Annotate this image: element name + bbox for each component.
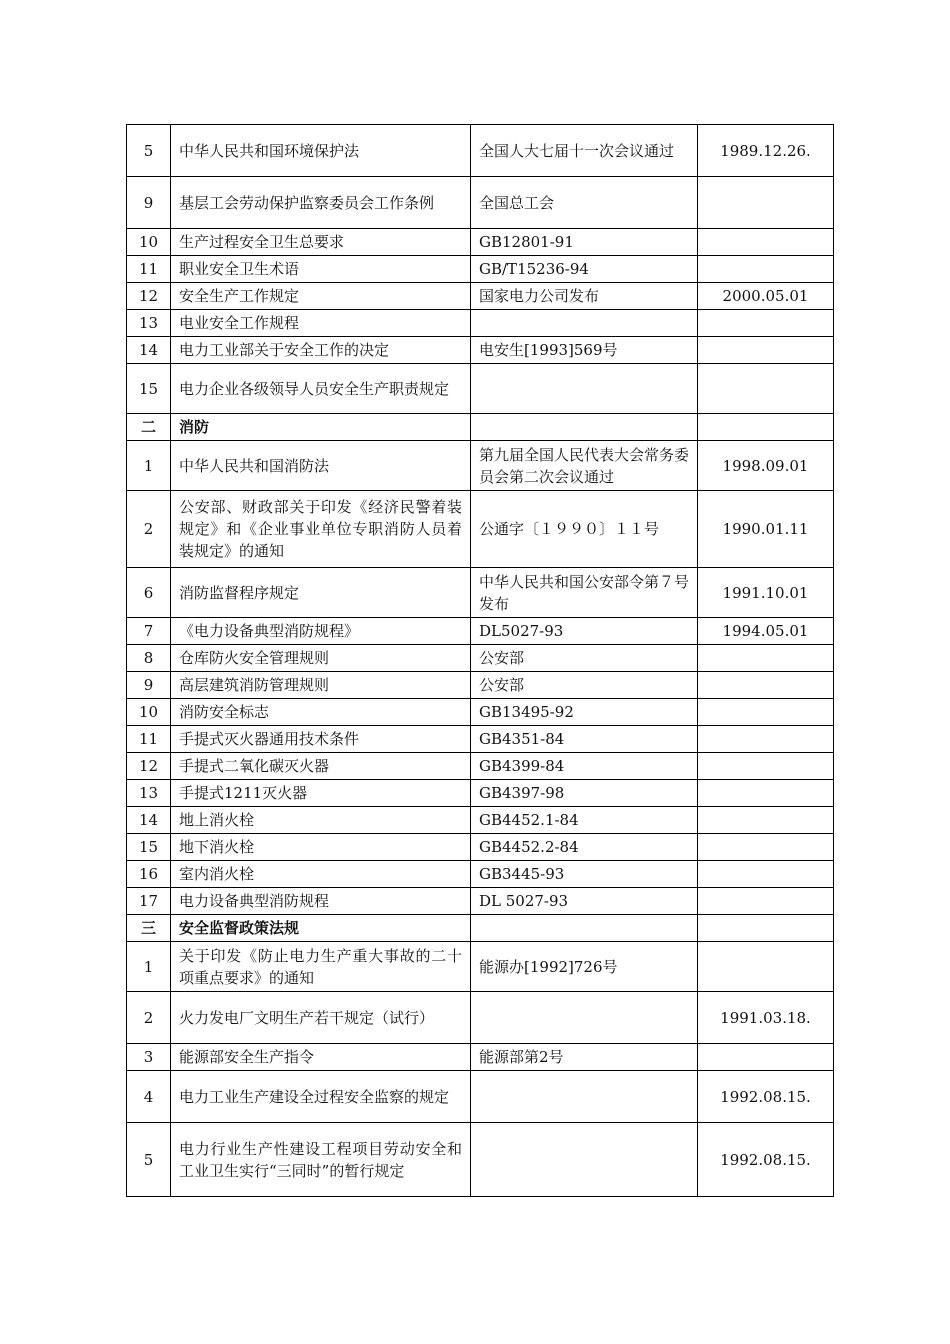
table-row <box>127 699 834 726</box>
row-number-cell: 5 <box>127 125 171 177</box>
effective-date-cell <box>698 861 834 888</box>
row-number-cell: 二 <box>127 414 171 441</box>
issuer-cell: GB13495-92 <box>471 699 698 726</box>
row-number-cell: 12 <box>127 753 171 780</box>
regulation-title-cell: 中华人民共和国环境保护法 <box>171 125 471 177</box>
effective-date-cell: 1990.01.11 <box>698 491 834 568</box>
table-row <box>127 753 834 780</box>
regulation-title-cell: 手提式灭火器通用技术条件 <box>171 726 471 753</box>
effective-date-cell <box>698 364 834 414</box>
table-row <box>127 807 834 834</box>
issuer-cell: GB/T15236-94 <box>471 256 698 283</box>
effective-date-cell: 1991.03.18. <box>698 992 834 1044</box>
table-row <box>127 861 834 888</box>
effective-date-cell <box>698 229 834 256</box>
issuer-cell: 能源部第2号 <box>471 1044 698 1071</box>
row-number-cell: 5 <box>127 1123 171 1197</box>
table-row <box>127 942 834 992</box>
row-number-cell: 13 <box>127 780 171 807</box>
row-number-cell: 8 <box>127 645 171 672</box>
issuer-cell: DL5027-93 <box>471 618 698 645</box>
table-row <box>127 1123 834 1197</box>
effective-date-cell <box>698 834 834 861</box>
issuer-cell <box>471 915 698 942</box>
row-number-cell: 7 <box>127 618 171 645</box>
issuer-cell <box>471 992 698 1044</box>
effective-date-cell <box>698 310 834 337</box>
table-row <box>127 888 834 915</box>
effective-date-cell <box>698 915 834 942</box>
regulation-title-cell: 安全生产工作规定 <box>171 283 471 310</box>
effective-date-cell: 1989.12.26. <box>698 125 834 177</box>
effective-date-cell: 1994.05.01 <box>698 618 834 645</box>
row-number-cell: 9 <box>127 177 171 229</box>
issuer-cell: 全国人大七届十一次会议通过 <box>471 125 698 177</box>
table-row <box>127 992 834 1044</box>
regulation-title-cell: 高层建筑消防管理规则 <box>171 672 471 699</box>
table-row <box>127 229 834 256</box>
table-row <box>127 364 834 414</box>
effective-date-cell: 1991.10.01 <box>698 568 834 618</box>
row-number-cell: 16 <box>127 861 171 888</box>
table-row <box>127 310 834 337</box>
row-number-cell: 11 <box>127 726 171 753</box>
effective-date-cell <box>698 780 834 807</box>
issuer-cell: GB4351-84 <box>471 726 698 753</box>
table-row <box>127 780 834 807</box>
section-header-row <box>127 414 834 441</box>
regulation-title-cell: 生产过程安全卫生总要求 <box>171 229 471 256</box>
issuer-cell <box>471 1071 698 1123</box>
table-row <box>127 441 834 491</box>
effective-date-cell <box>698 177 834 229</box>
row-number-cell: 10 <box>127 699 171 726</box>
section-title-cell: 安全监督政策法规 <box>171 915 471 942</box>
regulation-title-cell: 手提式二氧化碳灭火器 <box>171 753 471 780</box>
row-number-cell: 14 <box>127 807 171 834</box>
table-row <box>127 256 834 283</box>
issuer-cell <box>471 1123 698 1197</box>
regulation-title-cell: 电力工业部关于安全工作的决定 <box>171 337 471 364</box>
table-row <box>127 618 834 645</box>
regulation-title-cell: 公安部、财政部关于印发《经济民警着装规定》和《企业事业单位专职消防人员着装规定》的通知 <box>171 491 471 568</box>
regulations-table <box>126 124 834 1197</box>
effective-date-cell <box>698 414 834 441</box>
issuer-cell: GB4399-84 <box>471 753 698 780</box>
row-number-cell: 15 <box>127 364 171 414</box>
section-header-row <box>127 915 834 942</box>
effective-date-cell <box>698 753 834 780</box>
row-number-cell: 12 <box>127 283 171 310</box>
issuer-cell: 公安部 <box>471 672 698 699</box>
issuer-cell <box>471 414 698 441</box>
table-row <box>127 645 834 672</box>
row-number-cell: 17 <box>127 888 171 915</box>
issuer-cell: GB4452.2-84 <box>471 834 698 861</box>
effective-date-cell: 1992.08.15. <box>698 1123 834 1197</box>
effective-date-cell: 1992.08.15. <box>698 1071 834 1123</box>
issuer-cell: 公通字〔１９９０〕１１号 <box>471 491 698 568</box>
regulation-title-cell: 中华人民共和国消防法 <box>171 441 471 491</box>
regulation-title-cell: 消防监督程序规定 <box>171 568 471 618</box>
regulation-title-cell: 地下消火栓 <box>171 834 471 861</box>
row-number-cell: 10 <box>127 229 171 256</box>
row-number-cell: 2 <box>127 491 171 568</box>
row-number-cell: 3 <box>127 1044 171 1071</box>
row-number-cell: 14 <box>127 337 171 364</box>
section-title-cell: 消防 <box>171 414 471 441</box>
regulation-title-cell: 电力工业生产建设全过程安全监察的规定 <box>171 1071 471 1123</box>
regulation-title-cell: 电力设备典型消防规程 <box>171 888 471 915</box>
table-row <box>127 491 834 568</box>
table-row <box>127 1071 834 1123</box>
table-row <box>127 177 834 229</box>
table-row <box>127 568 834 618</box>
row-number-cell: 三 <box>127 915 171 942</box>
table-row <box>127 834 834 861</box>
issuer-cell: GB4452.1-84 <box>471 807 698 834</box>
row-number-cell: 13 <box>127 310 171 337</box>
effective-date-cell: 2000.05.01 <box>698 283 834 310</box>
regulation-title-cell: 消防安全标志 <box>171 699 471 726</box>
regulation-title-cell: 电力行业生产性建设工程项目劳动安全和工业卫生实行“三同时”的暂行规定 <box>171 1123 471 1197</box>
regulation-title-cell: 能源部安全生产指令 <box>171 1044 471 1071</box>
effective-date-cell <box>698 699 834 726</box>
row-number-cell: 11 <box>127 256 171 283</box>
effective-date-cell <box>698 256 834 283</box>
regulations-table-body <box>127 125 834 1197</box>
issuer-cell: GB3445-93 <box>471 861 698 888</box>
regulation-title-cell: 室内消火栓 <box>171 861 471 888</box>
effective-date-cell <box>698 942 834 992</box>
table-row <box>127 337 834 364</box>
regulation-title-cell: 基层工会劳动保护监察委员会工作条例 <box>171 177 471 229</box>
row-number-cell: 4 <box>127 1071 171 1123</box>
row-number-cell: 15 <box>127 834 171 861</box>
regulation-title-cell: 地上消火栓 <box>171 807 471 834</box>
issuer-cell: GB12801-91 <box>471 229 698 256</box>
effective-date-cell: 1998.09.01 <box>698 441 834 491</box>
effective-date-cell <box>698 888 834 915</box>
row-number-cell: 6 <box>127 568 171 618</box>
issuer-cell <box>471 364 698 414</box>
effective-date-cell <box>698 807 834 834</box>
issuer-cell: 公安部 <box>471 645 698 672</box>
effective-date-cell <box>698 672 834 699</box>
issuer-cell: 全国总工会 <box>471 177 698 229</box>
regulation-title-cell: 职业安全卫生术语 <box>171 256 471 283</box>
regulation-title-cell: 《电力设备典型消防规程》 <box>171 618 471 645</box>
row-number-cell: 1 <box>127 942 171 992</box>
effective-date-cell <box>698 726 834 753</box>
regulation-title-cell: 手提式1211灭火器 <box>171 780 471 807</box>
regulation-title-cell: 电力企业各级领导人员安全生产职责规定 <box>171 364 471 414</box>
issuer-cell: GB4397-98 <box>471 780 698 807</box>
regulation-title-cell: 仓库防火安全管理规则 <box>171 645 471 672</box>
table-row <box>127 283 834 310</box>
table-row <box>127 1044 834 1071</box>
issuer-cell: DL 5027-93 <box>471 888 698 915</box>
row-number-cell: 9 <box>127 672 171 699</box>
issuer-cell: 能源办[1992]726号 <box>471 942 698 992</box>
table-row <box>127 125 834 177</box>
table-row <box>127 726 834 753</box>
regulation-title-cell: 关于印发《防止电力生产重大事故的二十项重点要求》的通知 <box>171 942 471 992</box>
issuer-cell: 国家电力公司发布 <box>471 283 698 310</box>
row-number-cell: 1 <box>127 441 171 491</box>
effective-date-cell <box>698 645 834 672</box>
effective-date-cell <box>698 337 834 364</box>
issuer-cell: 中华人民共和国公安部令第７号发布 <box>471 568 698 618</box>
issuer-cell <box>471 310 698 337</box>
effective-date-cell <box>698 1044 834 1071</box>
table-row <box>127 672 834 699</box>
issuer-cell: 第九届全国人民代表大会常务委员会第二次会议通过 <box>471 441 698 491</box>
issuer-cell: 电安生[1993]569号 <box>471 337 698 364</box>
regulation-title-cell: 火力发电厂文明生产若干规定（试行） <box>171 992 471 1044</box>
regulation-title-cell: 电业安全工作规程 <box>171 310 471 337</box>
row-number-cell: 2 <box>127 992 171 1044</box>
